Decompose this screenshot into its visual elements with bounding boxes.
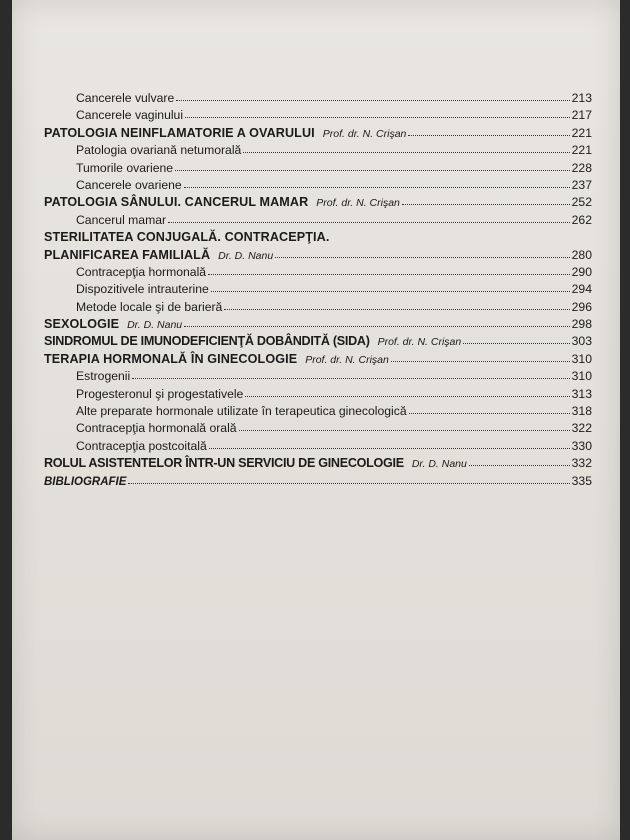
toc-chapter-title: SEXOLOGIE bbox=[44, 317, 120, 332]
dot-leader bbox=[211, 291, 570, 292]
dot-leader bbox=[275, 257, 569, 258]
toc-entry-title: Dispozitivele intrauterine bbox=[76, 282, 209, 297]
toc-author: Prof. dr. N. Crişan bbox=[316, 197, 400, 210]
toc-author: Dr. D. Nanu bbox=[127, 319, 183, 332]
toc-page-number: 310 bbox=[571, 351, 592, 366]
toc-page-number: 280 bbox=[571, 247, 592, 262]
dot-leader bbox=[402, 204, 570, 205]
toc-page-number: 290 bbox=[571, 264, 592, 279]
toc-chapter bbox=[44, 125, 592, 142]
toc-entry-title: Cancerele vulvare bbox=[76, 91, 175, 105]
toc-entry bbox=[44, 212, 592, 229]
dot-leader bbox=[469, 465, 570, 466]
toc-entry bbox=[44, 420, 592, 437]
toc-entry-title: Patologia ovariană netumorală bbox=[76, 143, 242, 158]
toc-page-number: 335 bbox=[571, 473, 592, 488]
toc-chapter bbox=[44, 455, 592, 472]
toc-page-number: 296 bbox=[571, 299, 592, 314]
toc-page-number: 322 bbox=[571, 421, 592, 436]
toc-entry-title: Alte preparate hormonale utilizate în terapeutica ginecologică bbox=[76, 404, 407, 419]
dot-leader bbox=[243, 152, 569, 153]
dot-leader bbox=[408, 135, 569, 136]
toc-entry-title: Metode locale şi de barieră bbox=[76, 299, 223, 314]
toc-page-number: 213 bbox=[571, 91, 592, 105]
dot-leader bbox=[128, 483, 569, 484]
toc-entry-title: Contracepţia hormonală bbox=[76, 264, 207, 279]
dot-leader bbox=[184, 187, 570, 188]
toc-page-number: 330 bbox=[571, 438, 592, 453]
toc-author: Prof. dr. N. Crişan bbox=[377, 336, 462, 349]
toc-chapter-title: PATOLOGIA NEINFLAMATORIE A OVARULUI bbox=[44, 125, 315, 140]
toc-chapter-title: PLANIFICAREA FAMILIALĂ bbox=[44, 247, 211, 262]
toc-entry-title: Cancerele vaginului bbox=[76, 108, 184, 123]
toc-entry bbox=[44, 107, 592, 124]
dot-leader bbox=[168, 222, 570, 223]
toc-entry-title: Tumorile ovariene bbox=[76, 160, 174, 175]
toc-author: Dr. D. Nanu bbox=[218, 249, 274, 262]
toc-chapter-title: TERAPIA HORMONALĂ ÎN GINECOLOGIE bbox=[44, 351, 298, 366]
toc-entry-title: Cancerul mamar bbox=[76, 212, 167, 227]
toc-bibliography-title: BIBLIOGRAFIE bbox=[44, 475, 127, 488]
toc-page-number: 294 bbox=[571, 282, 592, 297]
toc-entry-title: Cancerele ovariene bbox=[76, 177, 182, 192]
dot-leader bbox=[176, 100, 569, 101]
toc-page-number: 252 bbox=[571, 195, 592, 210]
dot-leader bbox=[184, 326, 570, 327]
dot-leader bbox=[185, 117, 570, 118]
toc-page-number: 313 bbox=[571, 386, 592, 401]
toc-page-number: 332 bbox=[571, 456, 592, 471]
toc-page-number: 217 bbox=[571, 108, 592, 123]
toc-chapter-title: STERILITATEA CONJUGALĂ. CONTRACEPŢIA. bbox=[44, 230, 330, 245]
toc-page-number: 221 bbox=[571, 125, 592, 140]
toc-page-number: 310 bbox=[571, 369, 592, 384]
toc-chapter-title: ROLUL ASISTENTELOR ÎNTR-UN SERVICIU DE GINECOLOGIE bbox=[44, 456, 404, 471]
toc-chapter-title: SINDROMUL DE IMUNODEFICIENŢĂ DOBÂNDITĂ (SIDA) bbox=[44, 334, 370, 349]
toc-entry bbox=[44, 177, 592, 194]
dot-leader bbox=[463, 343, 569, 344]
toc-page-number: 237 bbox=[571, 177, 592, 192]
toc-page-number: 318 bbox=[571, 404, 592, 419]
toc-bibliography bbox=[44, 473, 592, 490]
toc-chapter-title: PATOLOGIA SÂNULUI. CANCERUL MAMAR bbox=[44, 195, 309, 210]
toc-entry-title: Estrogenii bbox=[76, 369, 131, 384]
toc-entry-title: Contracepţia postcoitală bbox=[76, 438, 207, 453]
toc-entry bbox=[44, 281, 592, 298]
toc-chapter bbox=[44, 316, 592, 333]
dot-leader bbox=[245, 396, 569, 397]
dot-leader bbox=[175, 170, 570, 171]
dot-leader bbox=[132, 378, 569, 379]
toc-page-number: 298 bbox=[571, 317, 592, 332]
toc-entry bbox=[44, 386, 592, 403]
book-page bbox=[12, 0, 620, 840]
toc-chapter bbox=[44, 194, 592, 211]
toc-chapter bbox=[44, 333, 592, 350]
toc-chapter bbox=[44, 351, 592, 368]
dot-leader bbox=[239, 430, 570, 431]
toc-author: Dr. D. Nanu bbox=[411, 458, 467, 471]
dot-leader bbox=[391, 361, 570, 362]
toc-entry bbox=[44, 403, 592, 420]
toc-page-number: 262 bbox=[571, 212, 592, 227]
dot-leader bbox=[209, 448, 570, 449]
toc-chapter bbox=[44, 247, 592, 264]
toc-page-number: 221 bbox=[571, 143, 592, 158]
toc-entry bbox=[44, 160, 592, 177]
dot-leader bbox=[208, 274, 570, 275]
toc-page-number: 303 bbox=[571, 334, 592, 349]
toc-author: Prof. dr. N. Crişan bbox=[305, 353, 389, 366]
toc-page-number: 228 bbox=[571, 160, 592, 175]
toc-entry bbox=[44, 368, 592, 385]
toc-entry bbox=[44, 299, 592, 316]
dot-leader bbox=[409, 413, 570, 414]
toc-chapter bbox=[44, 229, 592, 246]
toc-entry bbox=[44, 438, 592, 455]
toc-entry bbox=[44, 142, 592, 159]
toc-entry-title: Progesteronul şi progestativele bbox=[76, 386, 244, 401]
toc-entry bbox=[44, 264, 592, 281]
table-of-contents bbox=[44, 90, 592, 490]
dot-leader bbox=[224, 309, 569, 310]
toc-entry bbox=[44, 90, 592, 107]
toc-author: Prof. dr. N. Crişan bbox=[322, 127, 407, 140]
toc-entry-title: Contracepţia hormonală orală bbox=[76, 421, 237, 436]
